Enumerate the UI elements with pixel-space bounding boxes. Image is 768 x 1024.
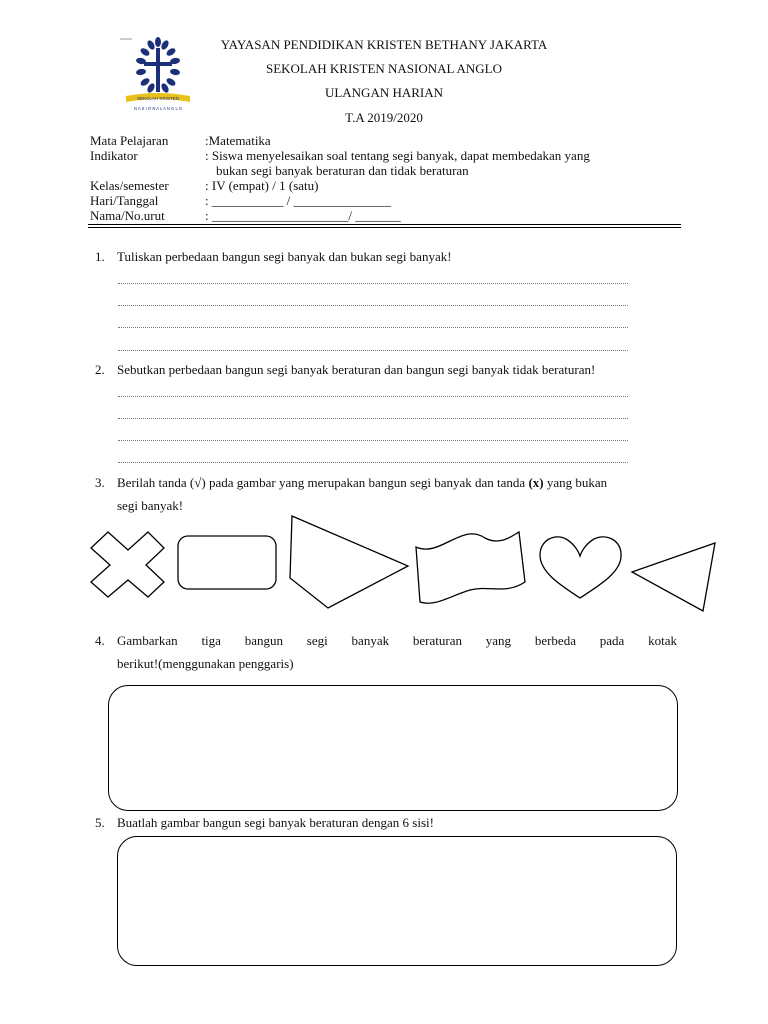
quadrilateral[interactable] [290, 516, 408, 608]
subject-label: Mata Pelajaran [90, 133, 169, 148]
drawing-box-q5[interactable] [117, 836, 677, 966]
question-4-text: Gambarkan tiga bangun segi banyak beraturan yang berbeda pada kotak [117, 633, 677, 648]
drawing-box-q4[interactable] [108, 685, 678, 811]
header-exam: ULANGAN HARIAN [324, 85, 444, 100]
question-text: Buatlah gambar bangun segi banyak beraturan dengan 6 sisi! [117, 815, 434, 830]
indicator-value-cont: bukan segi banyak beraturan dan tidak beraturan [216, 163, 469, 178]
day-date-label: Hari/Tanggal [90, 193, 159, 208]
name-number-field[interactable]: : _____________________/ _______ [205, 208, 401, 223]
indicator-label: Indikator [90, 148, 138, 163]
question-number: 5. [95, 815, 105, 830]
svg-text:SEKOLAH KRISTEN: SEKOLAH KRISTEN [136, 96, 180, 101]
heart[interactable] [540, 537, 621, 598]
subject-value: :Matematika [205, 133, 271, 148]
question-text: Sebutkan perbedaan bangun segi banyak beraturan dan bangun segi banyak tidak beraturan! [117, 362, 596, 377]
question-number: 2. [95, 362, 105, 377]
name-number-label: Nama/No.urut [90, 208, 165, 223]
svg-text:N A S I O N A L A N G L O: N A S I O N A L A N G L O [133, 106, 183, 111]
question-number: 1. [95, 249, 105, 264]
question-number: 3. [95, 475, 105, 490]
class-label: Kelas/semester [90, 178, 169, 193]
question-text: Berilah tanda (√) pada gambar yang merupakan bangun segi banyak dan tanda (x) yang bukan [117, 475, 608, 490]
class-value: : IV (empat) / 1 (satu) [205, 178, 319, 193]
indicator-value: : Siswa menyelesaikan soal tentang segi banyak, dapat membedakan yang [205, 148, 590, 163]
header-year: T.A 2019/2020 [345, 110, 423, 125]
question-text: Tuliskan perbedaan bangun segi banyak dan bukan segi banyak! [117, 249, 452, 264]
question-number: 4. [95, 633, 105, 648]
header-foundation: YAYASAN PENDIDIKAN KRISTEN BETHANY JAKARTA [220, 37, 548, 52]
day-date-field[interactable]: : ___________ / _______________ [205, 193, 391, 208]
cross-shape[interactable] [91, 532, 164, 597]
flag[interactable] [416, 532, 525, 603]
triangle[interactable] [632, 543, 715, 611]
header-school: SEKOLAH KRISTEN NASIONAL ANGLO [265, 61, 503, 76]
rounded-rectangle[interactable] [178, 536, 276, 589]
